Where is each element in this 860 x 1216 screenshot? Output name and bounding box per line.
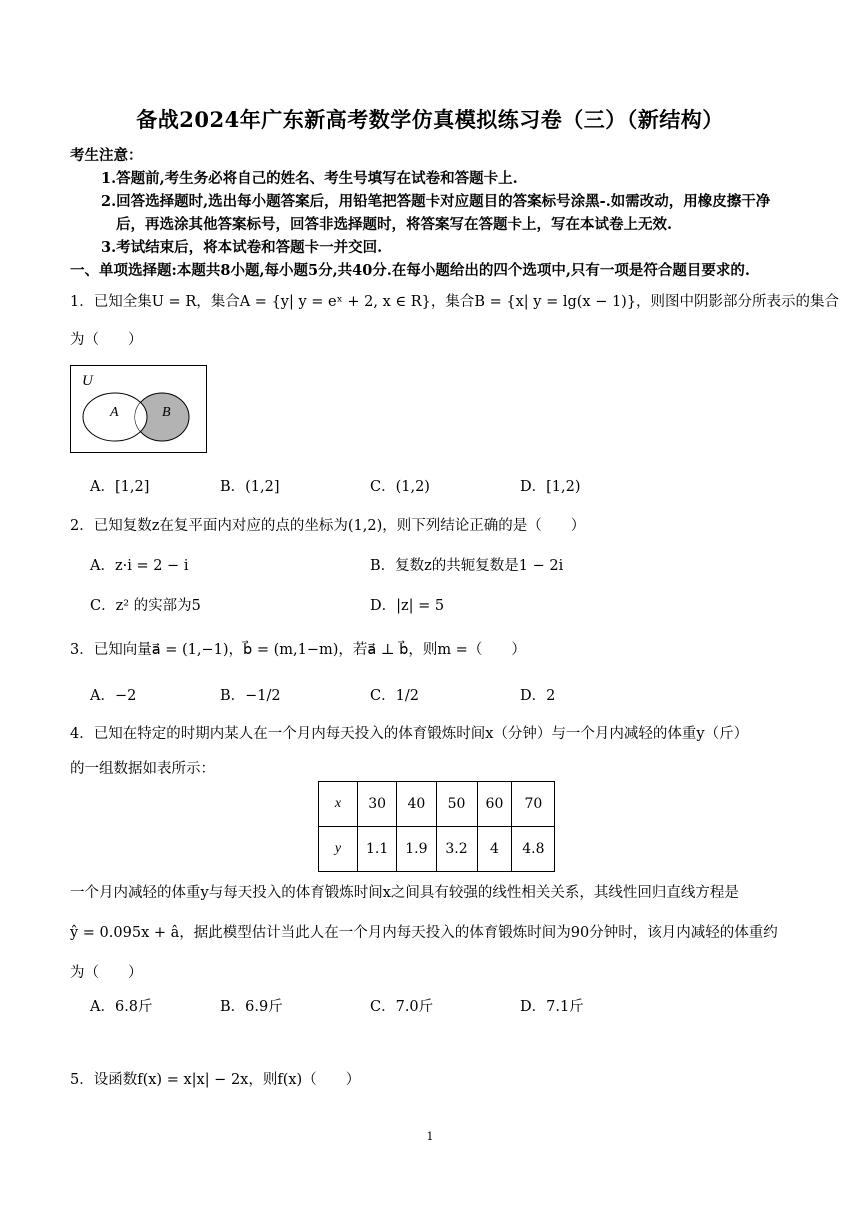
venn-diagram [70,365,208,454]
q1-option-c[interactable]: C．(1,2) [370,479,430,495]
page-title: 备战2024年广东新高考数学仿真模拟练习卷（三）（新结构） [136,107,724,132]
page-number: 1 [426,1130,434,1143]
q3-option-d[interactable]: D．2 [520,688,556,704]
q1-option-a[interactable]: A．[1,2] [90,479,150,495]
table-header-y: y [319,827,358,872]
venn-label-u: U [82,373,93,389]
q2-stem: 2．已知复数z在复平面内对应的点的坐标为(1,2)，则下列结论正确的是（ ） [70,518,586,534]
table-cell: 30 [358,782,397,827]
q1-stem-cont: 为（ ） [70,332,143,348]
table-row-x [319,782,555,827]
table-cell: 3.2 [436,827,477,872]
q2-option-b[interactable]: B．复数z的共轭复数是1 − 2i [370,558,564,574]
table-cell: 1.9 [397,827,436,872]
notice-item-1: 1.答题前,考生务必将自己的姓名、考生号填写在试卷和答题卡上. [101,170,518,187]
table-cell: 1.1 [358,827,397,872]
q3-option-a[interactable]: A．−2 [90,688,137,704]
table-row-y [319,827,555,872]
venn-label-a: A [110,405,119,420]
table-cell: 40 [397,782,436,827]
q1-stem: 1．已知全集U = R，集合A = {y| y = eˣ + 2, x ∈ R}，集合B = {x| y = lg(x − 1)}，则图中阴影部分所表示的集合 [70,294,840,310]
section-heading: 一、单项选择题:本题共8小题,每小题5分,共40分.在每小题给出的四个选项中,只有一项是符合题目要求的. [70,262,750,279]
notice-item-2-cont: 后，再选涂其他答案标号，回答非选择题时，将答案写在答题卡上，写在本试卷上无效. [116,216,673,233]
q2-option-a[interactable]: A．z·i = 2 − i [90,558,189,574]
q4-option-c[interactable]: C．7.0斤 [370,999,434,1015]
table-cell: 4 [477,827,512,872]
q4-option-a[interactable]: A．6.8斤 [90,999,153,1015]
q2-option-c[interactable]: C．z² 的实部为5 [90,598,201,614]
table-header-x: x [319,782,358,827]
q4-text-end: 为（ ） [70,965,143,981]
q4-option-b[interactable]: B．6.9斤 [220,999,283,1015]
q4-text-cont: ŷ = 0.095x + â，据此模型估计当此人在一个月内每天投入的体育锻炼时间为90分钟时，该月内减轻的体重约 [70,925,778,941]
notice-heading: 考生注意： [70,147,143,164]
q1-option-b[interactable]: B．(1,2] [220,479,280,495]
notice-item-2: 2.回答选择题时,选出每小题答案后，用铅笔把答题卡对应题目的答案标号涂黑-.如需改动，用橡皮擦干净 [101,193,771,210]
table-cell: 60 [477,782,512,827]
table-cell: 50 [436,782,477,827]
notice-item-3: 3.考试结束后，将本试卷和答题卡一并交回. [101,239,383,256]
q1-option-d[interactable]: D．[1,2) [520,479,581,495]
q4-stem: 4．已知在特定的时期内某人在一个月内每天投入的体育锻炼时间x（分钟）与一个月内减轻的体重y（斤） [70,726,749,742]
q5-stem: 5．设函数f(x) = x|x| − 2x，则f(x)（ ） [70,1072,361,1088]
q3-option-c[interactable]: C．1/2 [370,688,419,704]
table-cell: 4.8 [512,827,555,872]
q4-text: 一个月内减轻的体重y与每天投入的体育锻炼时间x之间具有较强的线性相关关系，其线性回归直线方程是 [70,885,739,901]
q3-stem: 3．已知向量a⃗ = (1,−1)，b⃗ = (m,1−m)，若a⃗ ⊥ b⃗，则m =（ ） [70,642,526,658]
venn-label-b: B [162,405,171,420]
q4-stem-cont: 的一组数据如表所示： [70,761,215,777]
q3-option-b[interactable]: B．−1/2 [220,688,281,704]
table-cell: 70 [512,782,555,827]
q4-data-table [318,781,555,872]
q2-option-d[interactable]: D．|z| = 5 [370,598,445,614]
q4-option-d[interactable]: D．7.1斤 [520,999,584,1015]
